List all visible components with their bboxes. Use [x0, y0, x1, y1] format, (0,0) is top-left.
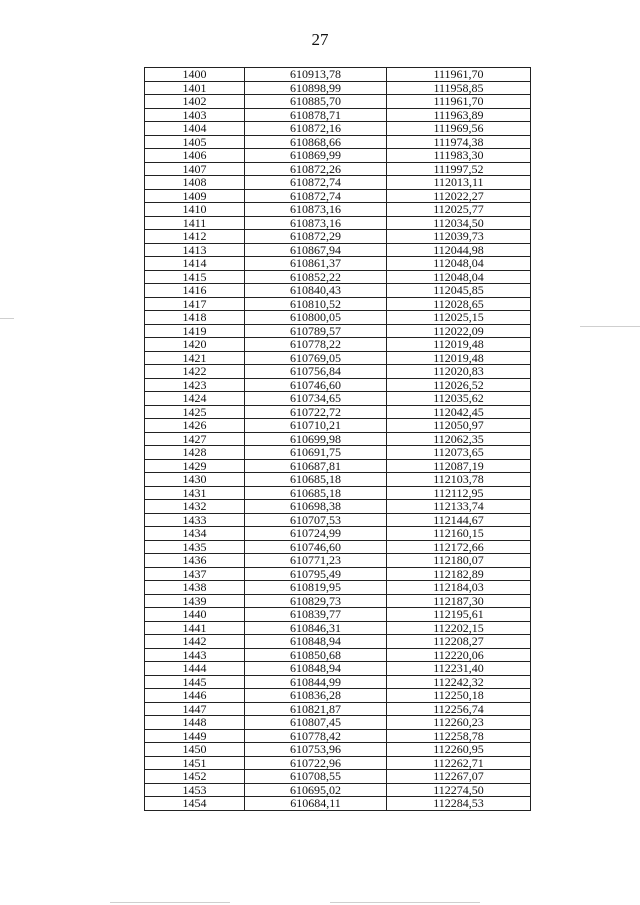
point-number-cell: 1428: [145, 446, 245, 460]
point-number-cell: 1426: [145, 419, 245, 433]
table-row: [145, 203, 531, 217]
point-number-cell: 1429: [145, 459, 245, 473]
coordinates-table-body: [145, 68, 531, 811]
point-number-cell: 1408: [145, 176, 245, 190]
y-coordinate-cell: 112231,40: [387, 662, 531, 676]
x-coordinate-cell: 610708,55: [245, 770, 387, 784]
point-number-cell: 1427: [145, 432, 245, 446]
point-number-cell: 1411: [145, 216, 245, 230]
table-row: [145, 473, 531, 487]
point-number-cell: 1414: [145, 257, 245, 271]
point-number-cell: 1400: [145, 68, 245, 82]
x-coordinate-cell: 610769,05: [245, 351, 387, 365]
y-coordinate-cell: 112042,45: [387, 405, 531, 419]
y-coordinate-cell: 112048,04: [387, 270, 531, 284]
table-row: [145, 446, 531, 460]
x-coordinate-cell: 610819,95: [245, 581, 387, 595]
table-row: [145, 365, 531, 379]
x-coordinate-cell: 610852,22: [245, 270, 387, 284]
point-number-cell: 1438: [145, 581, 245, 595]
y-coordinate-cell: 111963,89: [387, 108, 531, 122]
table-row: [145, 432, 531, 446]
table-row: [145, 189, 531, 203]
y-coordinate-cell: 112048,04: [387, 257, 531, 271]
point-number-cell: 1443: [145, 648, 245, 662]
table-row: [145, 176, 531, 190]
x-coordinate-cell: 610746,60: [245, 540, 387, 554]
table-row: [145, 770, 531, 784]
table-row: [145, 284, 531, 298]
point-number-cell: 1417: [145, 297, 245, 311]
table-row: [145, 108, 531, 122]
table-row: [145, 783, 531, 797]
x-coordinate-cell: 610844,99: [245, 675, 387, 689]
y-coordinate-cell: 112144,67: [387, 513, 531, 527]
table-row: [145, 648, 531, 662]
x-coordinate-cell: 610800,05: [245, 311, 387, 325]
point-number-cell: 1436: [145, 554, 245, 568]
point-number-cell: 1445: [145, 675, 245, 689]
y-coordinate-cell: 112260,23: [387, 716, 531, 730]
y-coordinate-cell: 112025,15: [387, 311, 531, 325]
y-coordinate-cell: 112087,19: [387, 459, 531, 473]
table-row: [145, 581, 531, 595]
x-coordinate-cell: 610868,66: [245, 135, 387, 149]
table-row: [145, 567, 531, 581]
table-row: [145, 297, 531, 311]
x-coordinate-cell: 610778,22: [245, 338, 387, 352]
point-number-cell: 1433: [145, 513, 245, 527]
y-coordinate-cell: 112026,52: [387, 378, 531, 392]
y-coordinate-cell: 112180,07: [387, 554, 531, 568]
x-coordinate-cell: 610869,99: [245, 149, 387, 163]
x-coordinate-cell: 610810,52: [245, 297, 387, 311]
x-coordinate-cell: 610861,37: [245, 257, 387, 271]
y-coordinate-cell: 112022,27: [387, 189, 531, 203]
x-coordinate-cell: 610807,45: [245, 716, 387, 730]
table-row: [145, 729, 531, 743]
table-row: [145, 756, 531, 770]
point-number-cell: 1405: [145, 135, 245, 149]
x-coordinate-cell: 610795,49: [245, 567, 387, 581]
x-coordinate-cell: 610913,78: [245, 68, 387, 82]
point-number-cell: 1402: [145, 95, 245, 109]
table-row: [145, 270, 531, 284]
x-coordinate-cell: 610873,16: [245, 203, 387, 217]
point-number-cell: 1404: [145, 122, 245, 136]
x-coordinate-cell: 610848,94: [245, 635, 387, 649]
point-number-cell: 1403: [145, 108, 245, 122]
x-coordinate-cell: 610836,28: [245, 689, 387, 703]
point-number-cell: 1410: [145, 203, 245, 217]
x-coordinate-cell: 610691,75: [245, 446, 387, 460]
x-coordinate-cell: 610771,23: [245, 554, 387, 568]
table-row: [145, 351, 531, 365]
point-number-cell: 1434: [145, 527, 245, 541]
y-coordinate-cell: 112025,77: [387, 203, 531, 217]
x-coordinate-cell: 610695,02: [245, 783, 387, 797]
y-coordinate-cell: 112182,89: [387, 567, 531, 581]
y-coordinate-cell: 112195,61: [387, 608, 531, 622]
table-row: [145, 230, 531, 244]
table-row: [145, 554, 531, 568]
y-coordinate-cell: 111997,52: [387, 162, 531, 176]
table-row: [145, 338, 531, 352]
table-row: [145, 675, 531, 689]
point-number-cell: 1409: [145, 189, 245, 203]
y-coordinate-cell: 112073,65: [387, 446, 531, 460]
y-coordinate-cell: 112256,74: [387, 702, 531, 716]
x-coordinate-cell: 610885,70: [245, 95, 387, 109]
point-number-cell: 1423: [145, 378, 245, 392]
y-coordinate-cell: 112160,15: [387, 527, 531, 541]
table-row: [145, 162, 531, 176]
table-row: [145, 68, 531, 82]
table-row: [145, 608, 531, 622]
x-coordinate-cell: 610778,42: [245, 729, 387, 743]
table-row: [145, 527, 531, 541]
y-coordinate-cell: 112019,48: [387, 338, 531, 352]
x-coordinate-cell: 610756,84: [245, 365, 387, 379]
point-number-cell: 1435: [145, 540, 245, 554]
point-number-cell: 1419: [145, 324, 245, 338]
point-number-cell: 1451: [145, 756, 245, 770]
y-coordinate-cell: 112260,95: [387, 743, 531, 757]
point-number-cell: 1442: [145, 635, 245, 649]
point-number-cell: 1401: [145, 81, 245, 95]
y-coordinate-cell: 112284,53: [387, 797, 531, 811]
x-coordinate-cell: 610829,73: [245, 594, 387, 608]
y-coordinate-cell: 112045,85: [387, 284, 531, 298]
table-row: [145, 122, 531, 136]
x-coordinate-cell: 610848,94: [245, 662, 387, 676]
x-coordinate-cell: 610684,11: [245, 797, 387, 811]
y-coordinate-cell: 111983,30: [387, 149, 531, 163]
table-row: [145, 392, 531, 406]
point-number-cell: 1422: [145, 365, 245, 379]
table-row: [145, 81, 531, 95]
x-coordinate-cell: 610722,96: [245, 756, 387, 770]
table-row: [145, 311, 531, 325]
x-coordinate-cell: 610789,57: [245, 324, 387, 338]
point-number-cell: 1413: [145, 243, 245, 257]
x-coordinate-cell: 610873,16: [245, 216, 387, 230]
y-coordinate-cell: 112039,73: [387, 230, 531, 244]
point-number-cell: 1416: [145, 284, 245, 298]
x-coordinate-cell: 610839,77: [245, 608, 387, 622]
x-coordinate-cell: 610840,43: [245, 284, 387, 298]
table-row: [145, 257, 531, 271]
point-number-cell: 1448: [145, 716, 245, 730]
x-coordinate-cell: 610872,26: [245, 162, 387, 176]
point-number-cell: 1424: [145, 392, 245, 406]
table-row: [145, 459, 531, 473]
point-number-cell: 1432: [145, 500, 245, 514]
point-number-cell: 1431: [145, 486, 245, 500]
y-coordinate-cell: 112274,50: [387, 783, 531, 797]
x-coordinate-cell: 610710,21: [245, 419, 387, 433]
x-coordinate-cell: 610699,98: [245, 432, 387, 446]
point-number-cell: 1420: [145, 338, 245, 352]
y-coordinate-cell: 111961,70: [387, 95, 531, 109]
y-coordinate-cell: 111969,56: [387, 122, 531, 136]
point-number-cell: 1441: [145, 621, 245, 635]
table-row: [145, 621, 531, 635]
table-row: [145, 797, 531, 811]
y-coordinate-cell: 112103,78: [387, 473, 531, 487]
table-row: [145, 243, 531, 257]
point-number-cell: 1437: [145, 567, 245, 581]
x-coordinate-cell: 610734,65: [245, 392, 387, 406]
y-coordinate-cell: 112258,78: [387, 729, 531, 743]
point-number-cell: 1412: [145, 230, 245, 244]
scan-edge-mark: [580, 326, 640, 327]
point-number-cell: 1439: [145, 594, 245, 608]
x-coordinate-cell: 610685,18: [245, 473, 387, 487]
y-coordinate-cell: 111958,85: [387, 81, 531, 95]
point-number-cell: 1453: [145, 783, 245, 797]
point-number-cell: 1430: [145, 473, 245, 487]
table-row: [145, 500, 531, 514]
x-coordinate-cell: 610846,31: [245, 621, 387, 635]
x-coordinate-cell: 610687,81: [245, 459, 387, 473]
x-coordinate-cell: 610872,74: [245, 189, 387, 203]
x-coordinate-cell: 610707,53: [245, 513, 387, 527]
table-row: [145, 95, 531, 109]
y-coordinate-cell: 112250,18: [387, 689, 531, 703]
y-coordinate-cell: 112172,66: [387, 540, 531, 554]
x-coordinate-cell: 610878,71: [245, 108, 387, 122]
y-coordinate-cell: 112022,09: [387, 324, 531, 338]
table-row: [145, 419, 531, 433]
x-coordinate-cell: 610753,96: [245, 743, 387, 757]
table-row: [145, 540, 531, 554]
x-coordinate-cell: 610867,94: [245, 243, 387, 257]
y-coordinate-cell: 112220,06: [387, 648, 531, 662]
point-number-cell: 1449: [145, 729, 245, 743]
y-coordinate-cell: 112112,95: [387, 486, 531, 500]
y-coordinate-cell: 112028,65: [387, 297, 531, 311]
point-number-cell: 1425: [145, 405, 245, 419]
table-row: [145, 689, 531, 703]
y-coordinate-cell: 112035,62: [387, 392, 531, 406]
y-coordinate-cell: 112267,07: [387, 770, 531, 784]
y-coordinate-cell: 112262,71: [387, 756, 531, 770]
point-number-cell: 1452: [145, 770, 245, 784]
table-row: [145, 405, 531, 419]
y-coordinate-cell: 111974,38: [387, 135, 531, 149]
x-coordinate-cell: 610872,16: [245, 122, 387, 136]
point-number-cell: 1454: [145, 797, 245, 811]
y-coordinate-cell: 112044,98: [387, 243, 531, 257]
point-number-cell: 1421: [145, 351, 245, 365]
y-coordinate-cell: 112013,11: [387, 176, 531, 190]
x-coordinate-cell: 610821,87: [245, 702, 387, 716]
table-row: [145, 324, 531, 338]
y-coordinate-cell: 112133,74: [387, 500, 531, 514]
point-number-cell: 1406: [145, 149, 245, 163]
x-coordinate-cell: 610746,60: [245, 378, 387, 392]
table-row: [145, 149, 531, 163]
page-number: 27: [311, 30, 329, 49]
table-row: [145, 702, 531, 716]
y-coordinate-cell: 112062,35: [387, 432, 531, 446]
y-coordinate-cell: 112019,48: [387, 351, 531, 365]
y-coordinate-cell: 112034,50: [387, 216, 531, 230]
scan-edge-mark: [330, 902, 480, 903]
table-row: [145, 216, 531, 230]
y-coordinate-cell: 111961,70: [387, 68, 531, 82]
table-row: [145, 743, 531, 757]
x-coordinate-cell: 610724,99: [245, 527, 387, 541]
x-coordinate-cell: 610722,72: [245, 405, 387, 419]
y-coordinate-cell: 112242,32: [387, 675, 531, 689]
point-number-cell: 1447: [145, 702, 245, 716]
point-number-cell: 1440: [145, 608, 245, 622]
point-number-cell: 1450: [145, 743, 245, 757]
point-number-cell: 1444: [145, 662, 245, 676]
point-number-cell: 1446: [145, 689, 245, 703]
x-coordinate-cell: 610685,18: [245, 486, 387, 500]
x-coordinate-cell: 610872,29: [245, 230, 387, 244]
y-coordinate-cell: 112020,83: [387, 365, 531, 379]
table-row: [145, 135, 531, 149]
y-coordinate-cell: 112187,30: [387, 594, 531, 608]
coordinates-table: [144, 67, 531, 811]
x-coordinate-cell: 610872,74: [245, 176, 387, 190]
point-number-cell: 1415: [145, 270, 245, 284]
table-row: [145, 635, 531, 649]
point-number-cell: 1407: [145, 162, 245, 176]
y-coordinate-cell: 112184,03: [387, 581, 531, 595]
table-row: [145, 378, 531, 392]
x-coordinate-cell: 610850,68: [245, 648, 387, 662]
y-coordinate-cell: 112208,27: [387, 635, 531, 649]
table-row: [145, 716, 531, 730]
table-row: [145, 486, 531, 500]
table-row: [145, 594, 531, 608]
y-coordinate-cell: 112050,97: [387, 419, 531, 433]
table-row: [145, 662, 531, 676]
scan-edge-mark: [0, 318, 14, 319]
x-coordinate-cell: 610898,99: [245, 81, 387, 95]
point-number-cell: 1418: [145, 311, 245, 325]
y-coordinate-cell: 112202,15: [387, 621, 531, 635]
table-row: [145, 513, 531, 527]
x-coordinate-cell: 610698,38: [245, 500, 387, 514]
scan-edge-mark: [110, 902, 230, 903]
